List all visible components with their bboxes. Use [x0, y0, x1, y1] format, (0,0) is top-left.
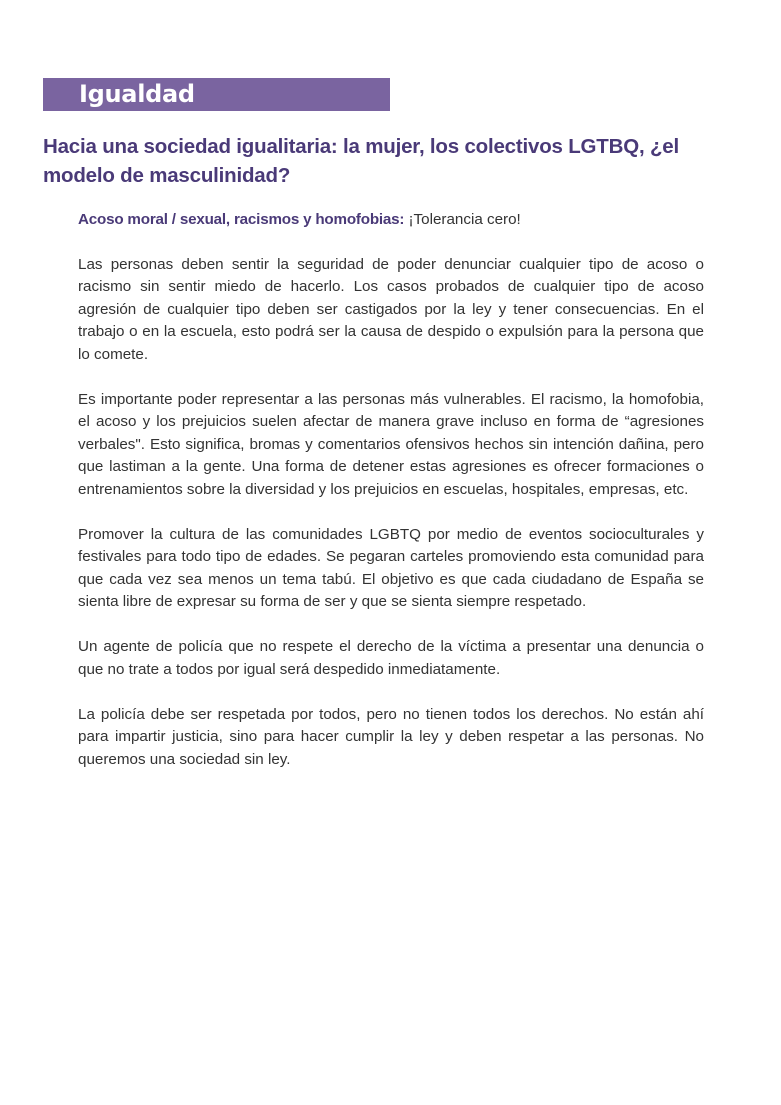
section-title: Igualdad [79, 80, 195, 108]
paragraph-vulnerables: Es importante poder representar a las personas más vulnerables. El racismo, la homofobia, el acoso y los prejuicios suelen afectar de manera grave incluso en forma de “agresiones verbales". Esto significa, bromas y comentarios ofensivos hechos sin intención dañina, pero que lastiman a la gente. Una forma de detener estas agresiones es ofrecer formaciones o entrenamientos sobre la diversidad y los prejuicios en escuelas, hospitales, empresas, etc. [78, 390, 704, 498]
section-header-bar [43, 78, 390, 111]
page-heading: Hacia una sociedad igualitaria: la mujer, los colectivos LGTBQ, ¿el modelo de masculinidad? [43, 135, 679, 187]
paragraph-cultura-lgbtq: Promover la cultura de las comunidades LGBTQ por medio de eventos socioculturales y festivales para todo tipo de edades. Se pegaran carteles promoviendo esta comunidad para que cada vez sea menos un tema tabú. El objetivo es que cada ciudadano de España se sienta libre de expresar su forma de ser y que se sienta siempre respetado. [78, 525, 704, 610]
paragraph-policia-respeto: La policía debe ser respetada por todos, pero no tienen todos los derechos. No están ahí para impartir justicia, sino para hacer cumplir la ley y deben respetar a las personas. No queremos una sociedad sin ley. [78, 705, 704, 768]
lead-text: ¡Tolerancia cero! [404, 211, 521, 228]
lead-label: Acoso moral / sexual, racismos y homofobias: [78, 211, 405, 228]
paragraph-denuncia: Las personas deben sentir la seguridad de poder denunciar cualquier tipo de acoso o racismo sin sentir miedo de hacerlo. Los casos probados de cualquier tipo de acoso agresión de cualquier tipo deben ser castigados por la ley y tener consecuencias. En el trabajo o en la escuela, esto podrá ser la causa de despido o expulsión para la persona que lo comete. [78, 255, 704, 363]
paragraph-agente-policia: Un agente de policía que no respete el derecho de la víctima a presentar una denuncia o que no trate a todos por igual será despedido inmediatamente. [78, 638, 704, 678]
document-body [78, 209, 704, 794]
lead-line [78, 209, 704, 232]
